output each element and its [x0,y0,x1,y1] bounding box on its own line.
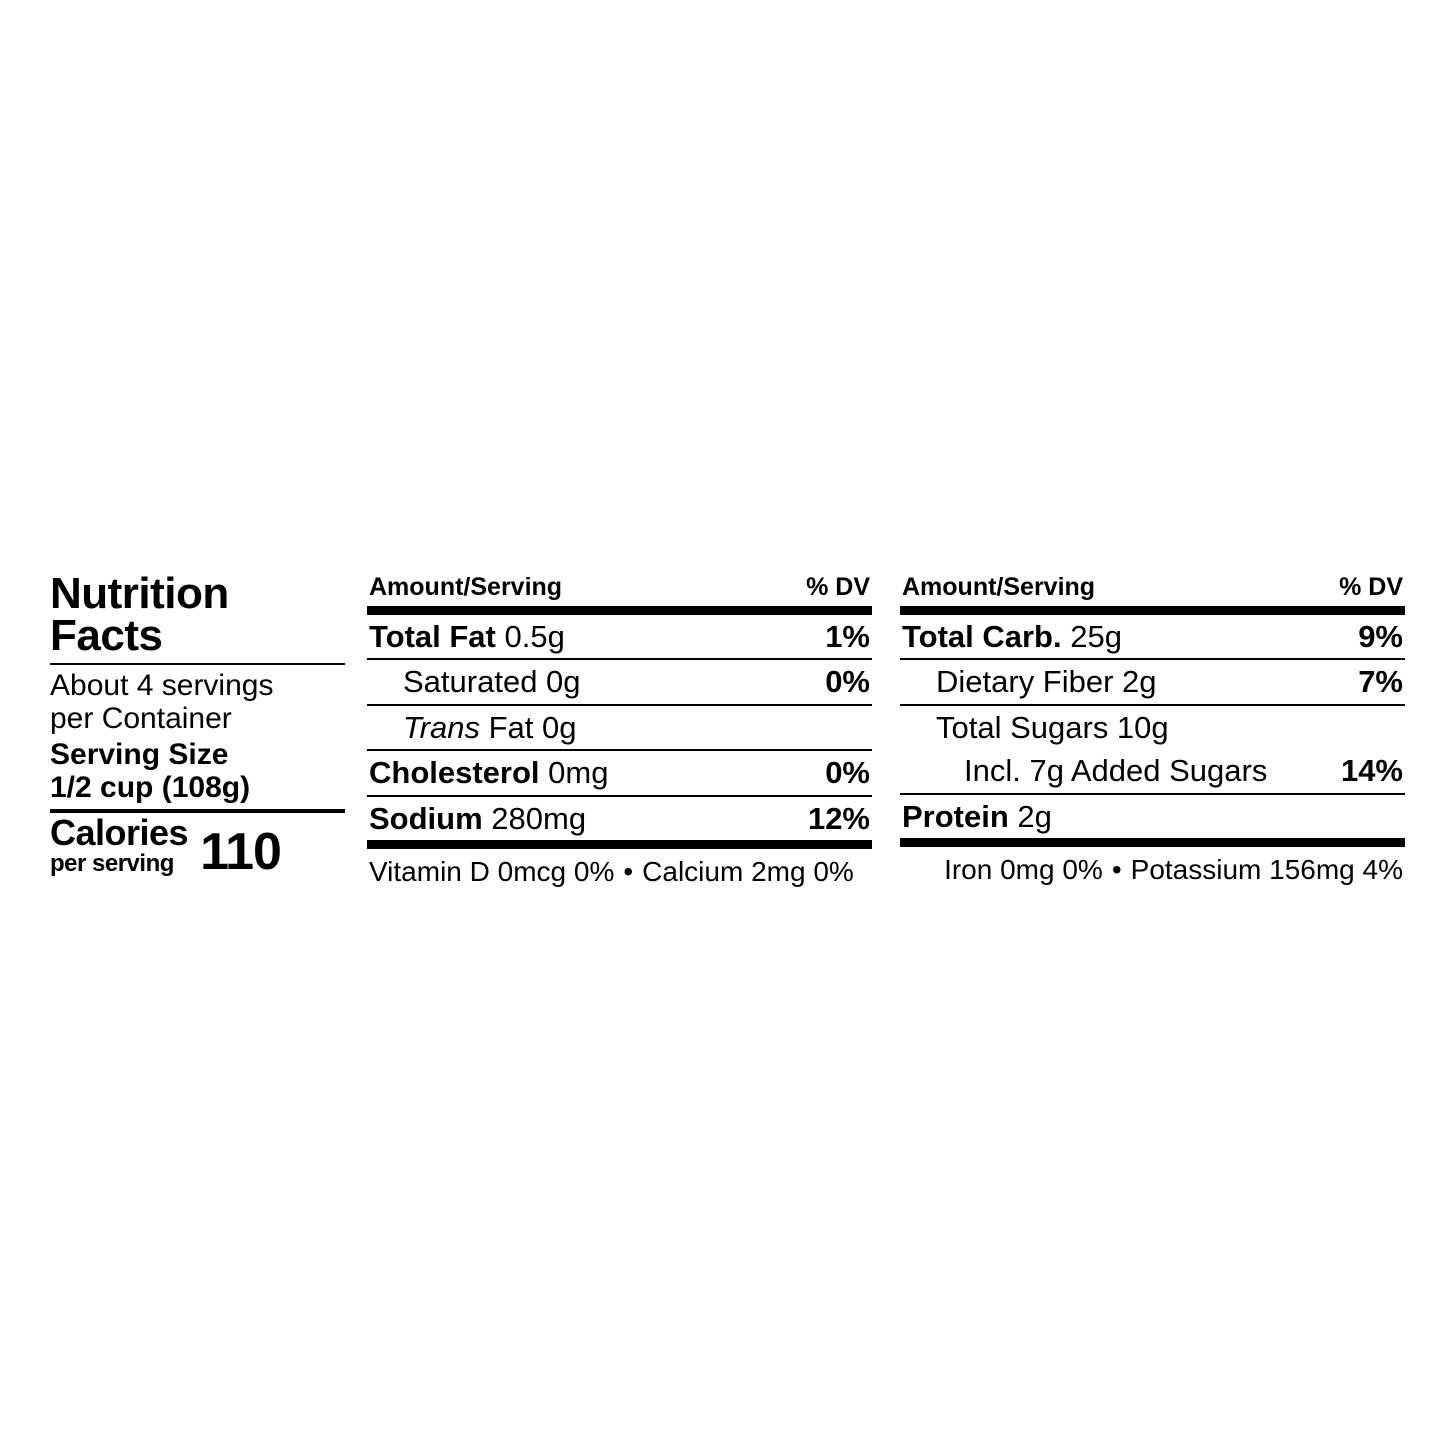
title-line-1: Nutrition [50,569,229,618]
potassium-value: Potassium 156mg 4% [1130,854,1403,886]
table-row [367,751,872,796]
table-row [367,615,872,660]
calories-row [40,811,345,882]
calcium-value: Calcium 2mg 0% [642,856,854,888]
label-header-column [40,565,345,882]
nutrient-name [369,620,565,653]
nutrient-name-bold: Sodium [369,800,483,836]
nutrient-name-rest: 0.5g [495,619,565,654]
nutrient-name: Total Sugars 10g [936,709,1169,745]
nutrient-dv: 1% [825,619,870,654]
nutrient-name: Incl. 7g Added Sugars [964,753,1268,789]
calories-labels [50,811,189,877]
serving-size-value: 1/2 cup (108g) [50,771,251,805]
nutrient-name-rest: 0mg [539,755,609,791]
table-row [900,795,1405,847]
servings-line-1: About 4 servings [50,668,274,702]
nutrient-dv: 9% [1358,619,1403,654]
percent-dv-header: % DV [806,573,870,601]
serving-size [40,736,345,805]
nutrient-name-bold: Cholesterol [369,755,540,791]
nutrients-column-left [367,565,872,888]
calories-label: Calories [50,811,189,853]
percent-dv-header: % DV [1339,573,1403,601]
table-row [367,706,872,751]
serving-size-label: Serving Size [50,737,229,771]
nutrients-column-right [900,565,1405,886]
vitamin-d-value: Vitamin D 0mcg 0% [369,856,615,888]
nutrient-dv: 12% [807,800,870,836]
nutrition-facts-label [40,565,1405,888]
iron-value: Iron 0mg 0% [944,854,1103,886]
micronutrients-right [900,847,1405,886]
title-line-2: Facts [50,610,163,660]
amount-per-serving-header: Amount/Serving [369,573,563,601]
bullet-separator-icon: • [1111,854,1122,886]
table-row [900,660,1405,705]
nutrient-dv: 7% [1358,664,1403,700]
nutrient-name: Saturated 0g [403,664,581,700]
nutrient-name-rest: 280mg [482,800,587,836]
nutrient-dv: 0% [825,755,870,791]
servings-line-2: per Container [50,702,232,736]
table-row [367,797,872,849]
table-row [367,660,872,705]
column-header-right [900,573,1405,615]
nutrient-name [369,802,586,835]
page-title [40,569,345,660]
calories-sub-label: per serving [50,849,174,877]
calories-value: 110 [200,823,281,882]
amount-per-serving-header: Amount/Serving [902,573,1096,601]
nutrient-name-bold: Total Carb. [902,619,1062,654]
servings-per-container [40,665,345,736]
table-row [900,706,1405,749]
micronutrients-left [367,849,872,888]
nutrient-name-rest: 25g [1061,619,1122,654]
nutrient-name: Dietary Fiber 2g [936,664,1157,700]
nutrient-name [902,620,1122,653]
bullet-separator-icon: • [623,856,634,888]
nutrient-name: Trans Fat 0g [403,709,577,745]
nutrient-dv: 14% [1340,753,1403,789]
nutrient-name [902,800,1052,833]
column-header-left [367,573,872,615]
trans-fat-italic-prefix: Trans [403,709,480,745]
table-row [900,749,1405,794]
nutrient-name [369,756,608,789]
nutrient-name-rest: 2g [1008,798,1052,834]
nutrient-name-bold: Protein [902,798,1009,834]
table-row [900,615,1405,660]
nutrient-dv: 0% [825,664,870,700]
nutrient-name-bold: Total Fat [369,619,496,654]
